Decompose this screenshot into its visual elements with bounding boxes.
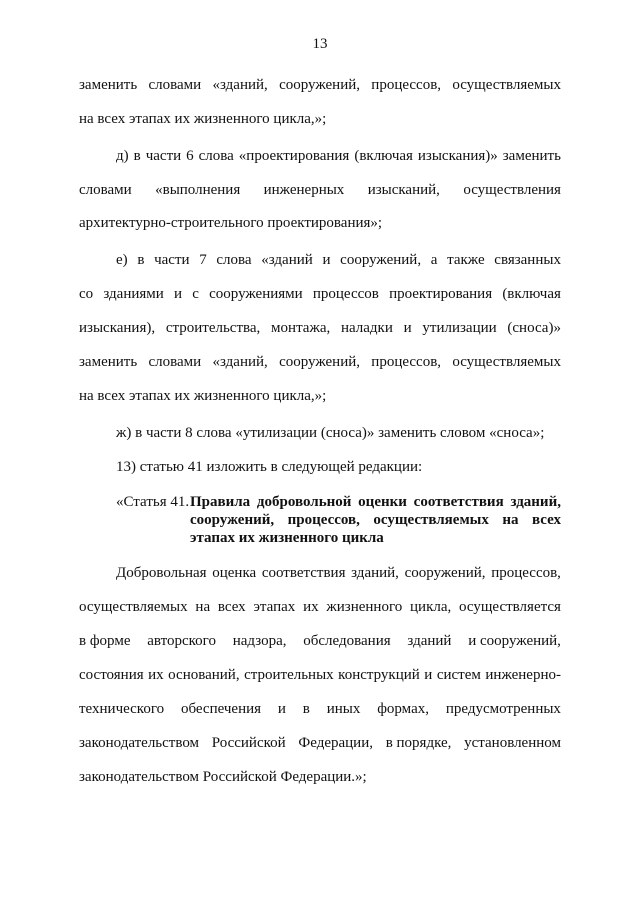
word: заменить	[79, 77, 138, 93]
word: добровольной	[256, 494, 352, 510]
word: сооружениями	[209, 286, 303, 302]
word: инженерно-	[485, 667, 561, 683]
word: строительных	[244, 667, 334, 683]
word: и	[322, 252, 331, 268]
word: технического	[79, 701, 165, 717]
item-zh-line: ж) в части 8 слова «утилизации (сноса)» заменить словом «сноса»;	[116, 425, 545, 441]
article-title-line-2	[190, 511, 561, 529]
item-g-line-1	[79, 76, 561, 94]
word: словами	[148, 77, 202, 93]
word: зданиями	[103, 286, 164, 302]
item-d-line-3: архитектурно-строительного проектирования»;	[79, 215, 383, 231]
article-title-line-1	[190, 493, 561, 511]
word: процессов,	[491, 565, 561, 581]
item-e-line-2	[79, 285, 561, 303]
word: со	[79, 286, 94, 302]
item-e-line-4	[79, 353, 561, 371]
word: надзора,	[232, 633, 287, 649]
word: части	[145, 148, 182, 164]
word: заменить	[79, 354, 138, 370]
word: заменить	[502, 148, 561, 164]
word: строительства,	[165, 320, 261, 336]
word: сооружений,	[279, 77, 360, 93]
word: зданий	[407, 633, 452, 649]
word: их	[148, 667, 164, 683]
word: 6	[186, 148, 194, 164]
word: состояния	[79, 667, 144, 683]
word: монтажа,	[271, 320, 331, 336]
body-line-5	[79, 700, 561, 718]
word: оценки	[358, 494, 407, 510]
word: наладки	[340, 320, 393, 336]
body-line-1	[116, 564, 561, 582]
word: и сооружений,	[468, 633, 561, 649]
word: осуществляется	[459, 599, 561, 615]
body-line-7: законодательством Российской Федерации.»;	[79, 769, 367, 785]
word: сооружений,	[279, 354, 360, 370]
word: осуществляемых	[79, 599, 188, 615]
word: всех	[532, 512, 561, 528]
word: словами	[79, 182, 132, 198]
word: законодательством	[79, 735, 200, 751]
word: конструкций	[338, 667, 420, 683]
word: инженерных	[263, 182, 345, 198]
word: сооружений,	[340, 252, 422, 268]
article-label: «Статья 41.	[116, 494, 190, 510]
body-line-6	[79, 734, 561, 752]
word: всех	[217, 599, 246, 615]
word: части	[154, 252, 190, 268]
item-d-line-2	[79, 181, 561, 199]
word: Российской	[211, 735, 286, 751]
word: установленном	[464, 735, 561, 751]
word: их	[303, 599, 319, 615]
word: изыскания),	[79, 320, 156, 336]
word: жизненного	[326, 599, 403, 615]
word: авторского	[147, 633, 216, 649]
word: предусмотренных	[445, 701, 561, 717]
word: сооружений,	[190, 512, 275, 528]
word: и	[277, 701, 286, 717]
item-e-line-1	[116, 251, 561, 269]
word: зданий,	[351, 565, 399, 581]
article-title-line-3: этапах их жизненного цикла	[190, 530, 384, 546]
word: с	[192, 286, 199, 302]
item-d-line-1	[116, 147, 561, 165]
word: иных	[326, 701, 361, 717]
body-line-4	[79, 666, 561, 684]
word: оценка	[212, 565, 257, 581]
word: д)	[116, 148, 129, 164]
word: Правила	[190, 494, 251, 510]
word: в	[137, 252, 145, 268]
word: и	[424, 667, 433, 683]
word: в	[302, 701, 310, 717]
word: «выполнения	[155, 182, 241, 198]
word: на	[502, 512, 519, 528]
word: оснований,	[168, 667, 240, 683]
word: осуществления	[463, 182, 561, 198]
word: Добровольная	[116, 565, 207, 581]
word: осуществляемых	[452, 354, 561, 370]
word: в форме	[79, 633, 131, 649]
word: словами	[148, 354, 202, 370]
item-g-line-2: на всех этапах их жизненного цикла,»;	[79, 111, 327, 127]
word: сооружений,	[404, 565, 486, 581]
body-line-3	[79, 632, 561, 650]
body-line-2	[79, 598, 561, 616]
word: слова	[216, 252, 252, 268]
word: соответствия	[261, 565, 346, 581]
word: в порядке,	[385, 735, 452, 751]
word: цикла,	[410, 599, 452, 615]
word: 7	[199, 252, 207, 268]
word: изысканий,	[367, 182, 440, 198]
word: «проектирования	[238, 148, 350, 164]
page-number: 13	[312, 36, 328, 52]
word: в	[133, 148, 141, 164]
word: процессов	[312, 286, 379, 302]
word: также	[447, 252, 485, 268]
word: «зданий	[261, 252, 313, 268]
word: е)	[116, 252, 128, 268]
word: связанных	[494, 252, 561, 268]
word: этапах	[253, 599, 296, 615]
word: процессов,	[371, 77, 442, 93]
word: (включая	[354, 148, 413, 164]
word: изыскания)»	[417, 148, 498, 164]
word: соответствия	[413, 494, 504, 510]
word: зданий,	[510, 494, 561, 510]
word: формах,	[377, 701, 429, 717]
word: процессов,	[371, 354, 442, 370]
word: «зданий,	[212, 354, 268, 370]
word: на	[195, 599, 211, 615]
item-e-line-5: на всех этапах их жизненного цикла,»;	[79, 388, 327, 404]
word: осуществляемых	[373, 512, 489, 528]
word: обследования	[303, 633, 391, 649]
word: и	[174, 286, 183, 302]
word: а	[430, 252, 438, 268]
word: обеспечения	[180, 701, 262, 717]
word: утилизации	[422, 320, 497, 336]
word: осуществляемых	[452, 77, 561, 93]
word: «зданий,	[212, 77, 268, 93]
word: (сноса)»	[507, 320, 561, 336]
item-13-line: 13) статью 41 изложить в следующей редакции:	[116, 459, 423, 475]
word: и	[403, 320, 412, 336]
word: Федерации,	[298, 735, 373, 751]
word: процессов,	[287, 512, 360, 528]
word: слова	[198, 148, 234, 164]
word: проектирования	[389, 286, 493, 302]
item-e-line-3	[79, 319, 561, 337]
word: (включая	[502, 286, 561, 302]
word: систем	[436, 667, 481, 683]
